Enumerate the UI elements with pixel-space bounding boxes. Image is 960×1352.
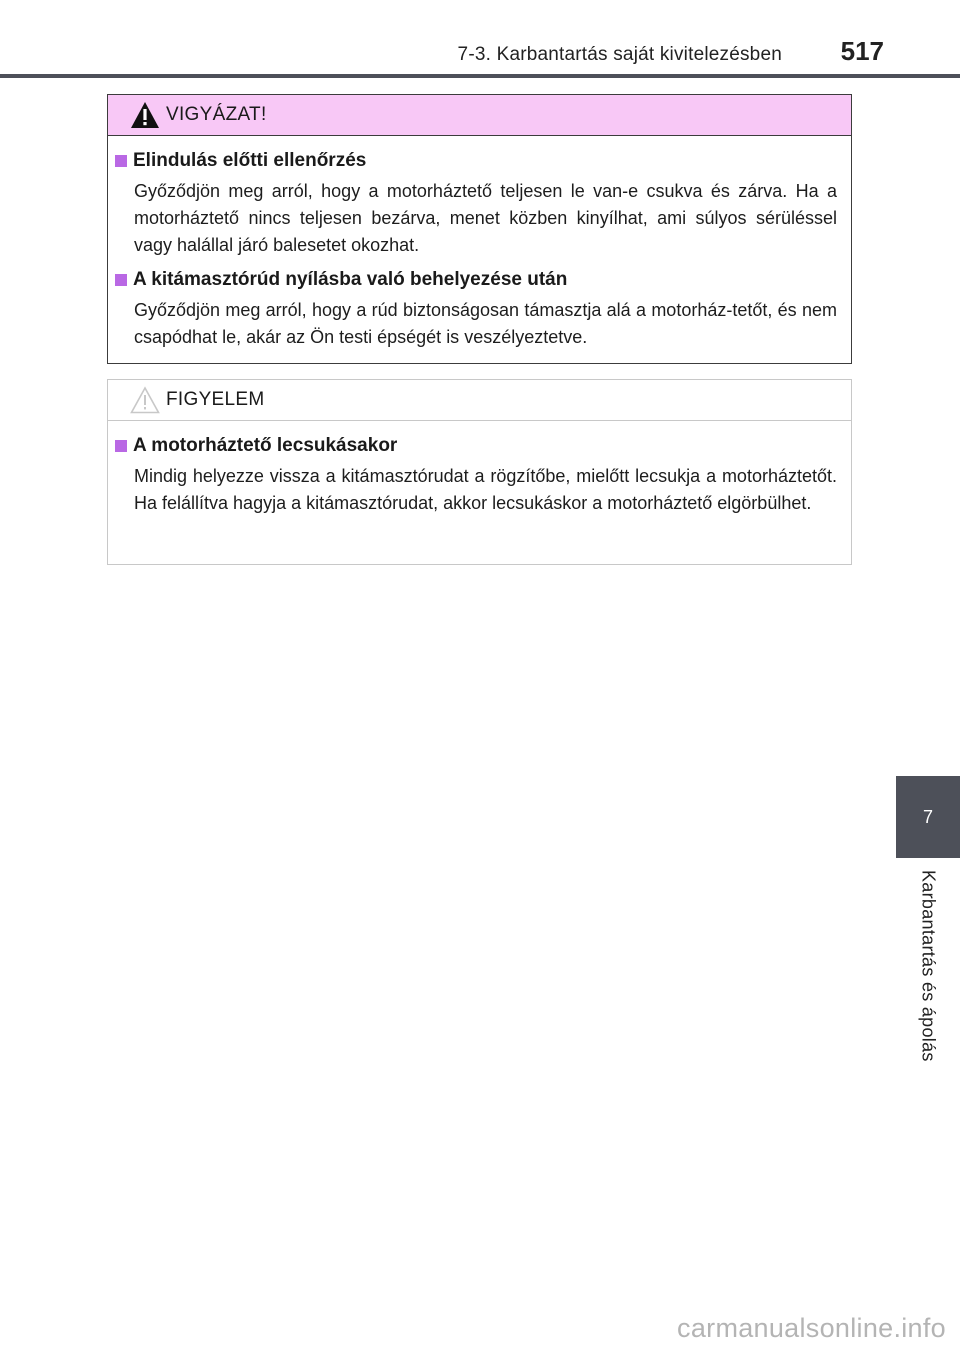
caution-box [107,94,852,364]
chapter-title: Karbantartás és ápolás [918,870,939,1062]
chapter-side-label [897,870,959,1090]
item-title-text: A motorháztető lecsukásakor [133,435,398,456]
chapter-tab [896,776,960,858]
chapter-number: 7 [922,806,933,827]
notice-label: FIGYELEM [166,389,265,410]
section-title: 7-3. Karbantartás saját kivitelezésben [457,44,782,65]
header-divider [0,74,960,78]
caution-item-text: Győződjön meg arról, hogy a motorháztető teljesen le van-e csukva és zárva. Ha a motorháztető nincs teljesen bezárva, menet közben kinyílhat, ami súlyos sérüléssel vagy halállal járó balesetet okozhat. [134,181,837,255]
notice-header [108,380,851,421]
page-number: 517 [840,36,884,66]
watermark: carmanualsonline.info [677,1313,946,1343]
caution-label: VIGYÁZAT! [166,104,267,125]
caution-item-title [115,269,837,291]
notice-body [108,421,851,517]
bullet-square-icon [115,440,127,452]
bullet-square-icon [115,274,127,286]
caution-item-title [115,150,837,172]
caution-header [108,95,851,136]
caution-body [108,136,851,351]
warning-triangle-outline-icon [130,386,160,414]
bullet-square-icon [115,155,127,167]
warning-triangle-filled-icon [130,101,160,129]
item-title-text: Elindulás előtti ellenőrzés [133,150,367,171]
notice-item-title [115,435,837,457]
notice-box [107,379,852,565]
notice-item-text: Mindig helyezze vissza a kitámasztórudat a rögzítőbe, mielőtt lecsukja a motorháztetőt. Ha felállítva hagyja a kitámasztórudat, akkor lecsukáskor a motorháztető elgörbülhet. [134,466,837,513]
item-title-text: A kitámasztórúd nyílásba való behelyezése után [133,269,568,290]
caution-item-text: Győződjön meg arról, hogy a rúd biztonságosan támasztja alá a motorház-tetőt, és nem csapódhat le, akár az Ön testi épségét is veszélyeztetve. [134,300,837,347]
